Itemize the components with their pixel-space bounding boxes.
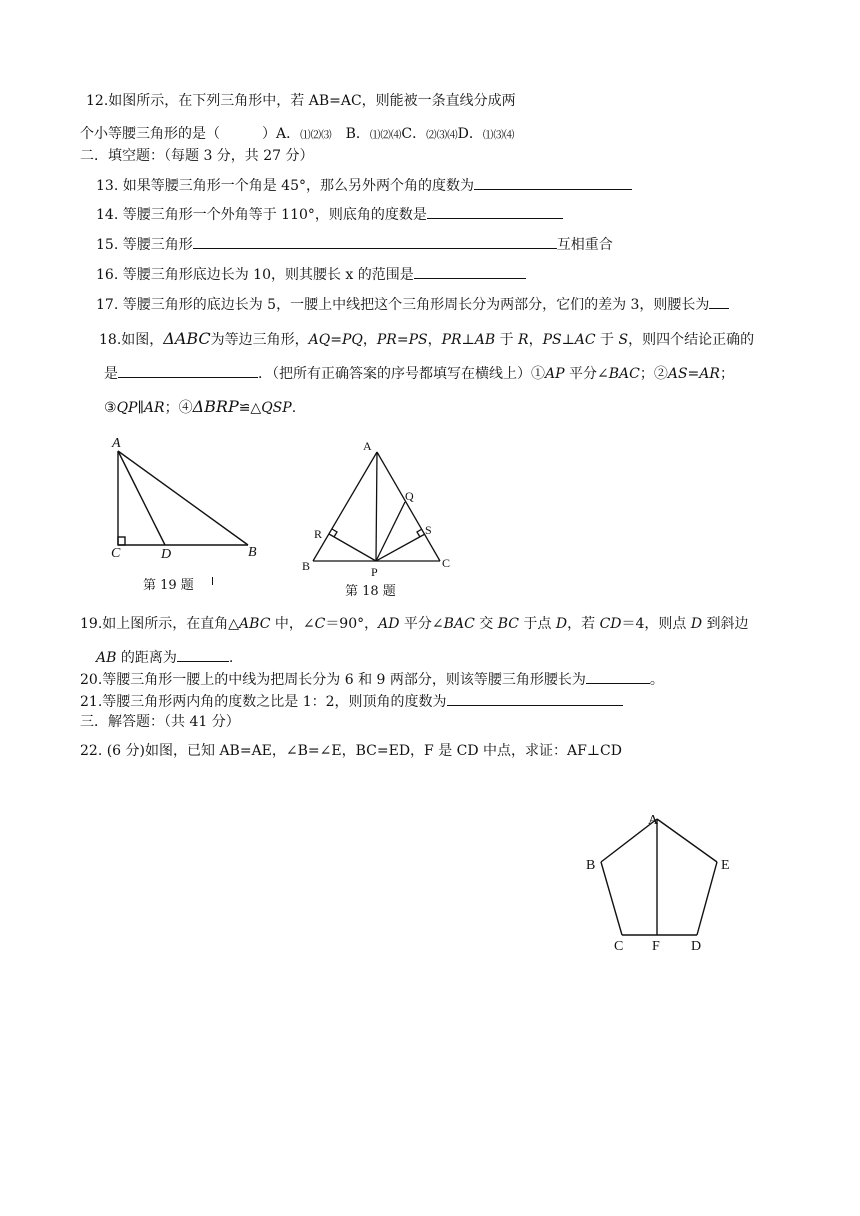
question-20 bbox=[80, 669, 664, 690]
answer-blank-18[interactable] bbox=[118, 363, 258, 378]
question-18-line-3 bbox=[104, 397, 296, 418]
q18-g: ， bbox=[427, 332, 442, 348]
answer-blank-17[interactable] bbox=[709, 294, 729, 309]
option-d: ⑴⑶⑷ bbox=[482, 129, 515, 141]
question-20-text: 20.等腰三角形一腰上的中线为把周长分为 6 和 9 两部分，则该等腰三角形腰长为 bbox=[80, 672, 586, 688]
question-13 bbox=[96, 175, 632, 196]
q18-d: AQ=PQ bbox=[308, 332, 363, 348]
q19-t: . bbox=[228, 650, 234, 666]
segment-ap bbox=[376, 452, 377, 561]
answer-blank-14[interactable] bbox=[427, 204, 563, 219]
label-q: Q bbox=[405, 489, 414, 503]
label-f: F bbox=[652, 939, 660, 954]
question-19-line-2 bbox=[96, 647, 233, 668]
q19-o: ＝4，则点 bbox=[621, 616, 691, 632]
q19-e: ＝90°， bbox=[325, 616, 379, 632]
question-16 bbox=[96, 264, 526, 285]
question-18-line-1 bbox=[99, 329, 754, 350]
label-c: C bbox=[111, 546, 121, 561]
q18-o: ，则四个结论正确的 bbox=[628, 332, 755, 348]
figure-18 bbox=[295, 436, 465, 579]
question-17 bbox=[96, 294, 729, 315]
question-14 bbox=[96, 204, 563, 225]
segment-ab bbox=[118, 451, 248, 545]
q19-k: 于点 bbox=[518, 616, 556, 632]
q19-l: D bbox=[555, 616, 568, 632]
option-c: ⑵⑶⑷ bbox=[426, 129, 458, 141]
segment-ad bbox=[118, 451, 165, 545]
label-a: A bbox=[648, 813, 659, 828]
option-a: ⑴⑵⑶ bbox=[300, 129, 332, 141]
stray-mark bbox=[212, 577, 213, 585]
label-c: C bbox=[614, 939, 624, 954]
q19-q: 到斜边 bbox=[702, 616, 749, 632]
question-14-text: 14. 等腰三角形一个外角等于 110°，则底角的度数是 bbox=[96, 207, 427, 223]
side-ab bbox=[313, 452, 377, 561]
q18-h: PR⊥AB bbox=[441, 332, 496, 348]
side-bc bbox=[601, 862, 622, 935]
label-p: P bbox=[371, 565, 378, 579]
question-16-text: 16. 等腰三角形底边长为 10，则其腰长 x 的范围是 bbox=[96, 267, 414, 283]
q18-e: ， bbox=[362, 332, 377, 348]
q18-z: ；④ bbox=[164, 400, 193, 416]
question-12-line-1: 12.如图所示，在下列三角形中，若 AB=AC，则能被一条直线分成两 bbox=[86, 93, 516, 109]
q19-b: ABC bbox=[239, 616, 271, 632]
q19-f: AD bbox=[378, 616, 400, 632]
question-18-line-2 bbox=[104, 363, 734, 384]
segment-pq bbox=[376, 502, 405, 561]
answer-blank-19[interactable] bbox=[177, 647, 229, 662]
q18-aa: ΔBRP bbox=[192, 397, 239, 416]
section-3-heading: 三．解答题：（共 41 分） bbox=[80, 714, 240, 730]
q18-y: QP∥AR bbox=[116, 400, 165, 416]
q18-k: ， bbox=[528, 332, 543, 348]
question-15-text-post: 互相重合 bbox=[556, 237, 613, 253]
question-21-text: 21.等腰三角形两内角的度数之比是 1：2，则顶角的度数为 bbox=[80, 694, 447, 710]
q18-j: R bbox=[518, 332, 529, 348]
label-r: R bbox=[314, 527, 323, 541]
side-ae bbox=[657, 819, 717, 862]
q18-w: ； bbox=[719, 366, 734, 382]
answer-blank-15[interactable] bbox=[193, 234, 557, 249]
q19-d: C bbox=[314, 616, 326, 632]
right-angle-mark bbox=[118, 537, 125, 545]
label-b: B bbox=[302, 559, 311, 573]
question-21 bbox=[80, 691, 623, 712]
label-b: B bbox=[248, 545, 257, 560]
q18-t: BAC bbox=[608, 366, 640, 382]
label-a: A bbox=[363, 439, 372, 453]
q19-i: 交 bbox=[474, 616, 498, 632]
q19-g: 平分∠ bbox=[399, 616, 444, 632]
section-2-heading: 二．填空题：（每题 3 分，共 27 分） bbox=[80, 148, 314, 164]
segment-pr bbox=[329, 534, 376, 561]
q18-i: 于 bbox=[495, 332, 519, 348]
q19-r: AB bbox=[96, 650, 117, 666]
question-19-line-1 bbox=[80, 614, 749, 634]
label-b: B bbox=[586, 858, 596, 873]
q18-ac: QSP bbox=[261, 400, 292, 416]
q18-b: ΔABC bbox=[163, 329, 211, 348]
q18-u: ；② bbox=[639, 366, 668, 382]
q18-c: 为等边三角形， bbox=[210, 332, 309, 348]
q18-q: ．（把所有正确答案的序号都填写在横线上）① bbox=[258, 366, 545, 382]
q18-v: AS=AR bbox=[667, 366, 720, 382]
question-13-text: 13. 如果等腰三角形一个角是 45°，那么另外两个角的度数为 bbox=[96, 178, 474, 194]
q19-h: BAC bbox=[443, 616, 475, 632]
question-20-end: 。 bbox=[649, 672, 664, 688]
side-ed bbox=[697, 862, 717, 935]
answer-blank-16[interactable] bbox=[414, 264, 526, 279]
q18-x: ③ bbox=[104, 400, 117, 416]
option-d-label: D． bbox=[457, 126, 483, 142]
q18-n: S bbox=[618, 332, 629, 348]
answer-blank-20[interactable] bbox=[586, 669, 650, 684]
q19-s: 的距离为 bbox=[116, 650, 177, 666]
q18-f: PR=PS bbox=[376, 332, 428, 348]
q19-n: CD bbox=[599, 616, 622, 632]
q18-s: 平分∠ bbox=[564, 366, 609, 382]
label-d: D bbox=[161, 547, 172, 562]
label-s: S bbox=[425, 523, 432, 537]
answer-blank-21[interactable] bbox=[447, 691, 623, 706]
label-e: E bbox=[721, 858, 730, 873]
question-15 bbox=[96, 234, 613, 255]
q18-a: 18.如图， bbox=[99, 332, 164, 348]
q19-m: ，若 bbox=[567, 616, 600, 632]
question-15-text-pre: 15. 等腰三角形 bbox=[96, 237, 193, 253]
q18-ad: . bbox=[291, 400, 297, 416]
q19-p: D bbox=[690, 616, 703, 632]
side-ac bbox=[377, 452, 440, 561]
figure-19 bbox=[100, 428, 270, 563]
label-c: C bbox=[442, 556, 451, 570]
question-12-line-2 bbox=[80, 124, 514, 145]
q18-l: PS⊥AC bbox=[542, 332, 596, 348]
option-b-label: B． bbox=[345, 126, 370, 142]
figure-22-pentagon bbox=[580, 808, 750, 958]
q18-r: AP bbox=[545, 366, 565, 382]
q19-a: 19.如上图所示，在直角△ bbox=[80, 616, 240, 632]
question-17-text: 17. 等腰三角形的底边长为 5，一腰上中线把这个三角形周长分为两部分，它们的差为 3，则腰长为 bbox=[96, 297, 710, 313]
answer-blank-13[interactable] bbox=[474, 175, 632, 190]
q18-m: 于 bbox=[595, 332, 619, 348]
option-b: ⑴⑵⑷ bbox=[369, 129, 402, 141]
q19-c: 中，∠ bbox=[270, 616, 315, 632]
figure-18-caption: 第 18 题 bbox=[345, 584, 396, 599]
option-c-label: C． bbox=[401, 126, 427, 142]
q18-ab: ≌△ bbox=[238, 400, 262, 416]
figure-19-caption: 第 19 题 bbox=[143, 578, 194, 593]
label-d: D bbox=[691, 939, 702, 954]
q19-j: BC bbox=[497, 616, 519, 632]
label-a: A bbox=[112, 436, 121, 451]
question-12-prefix: 个小等腰三角形的是（ ）A． bbox=[80, 126, 301, 142]
question-22: 22. (6 分)如图，已知 AB=AE，∠B=∠E，BC=ED，F 是 CD 中点，求证：AF⊥CD bbox=[80, 743, 622, 759]
q18-p: 是 bbox=[104, 366, 118, 382]
